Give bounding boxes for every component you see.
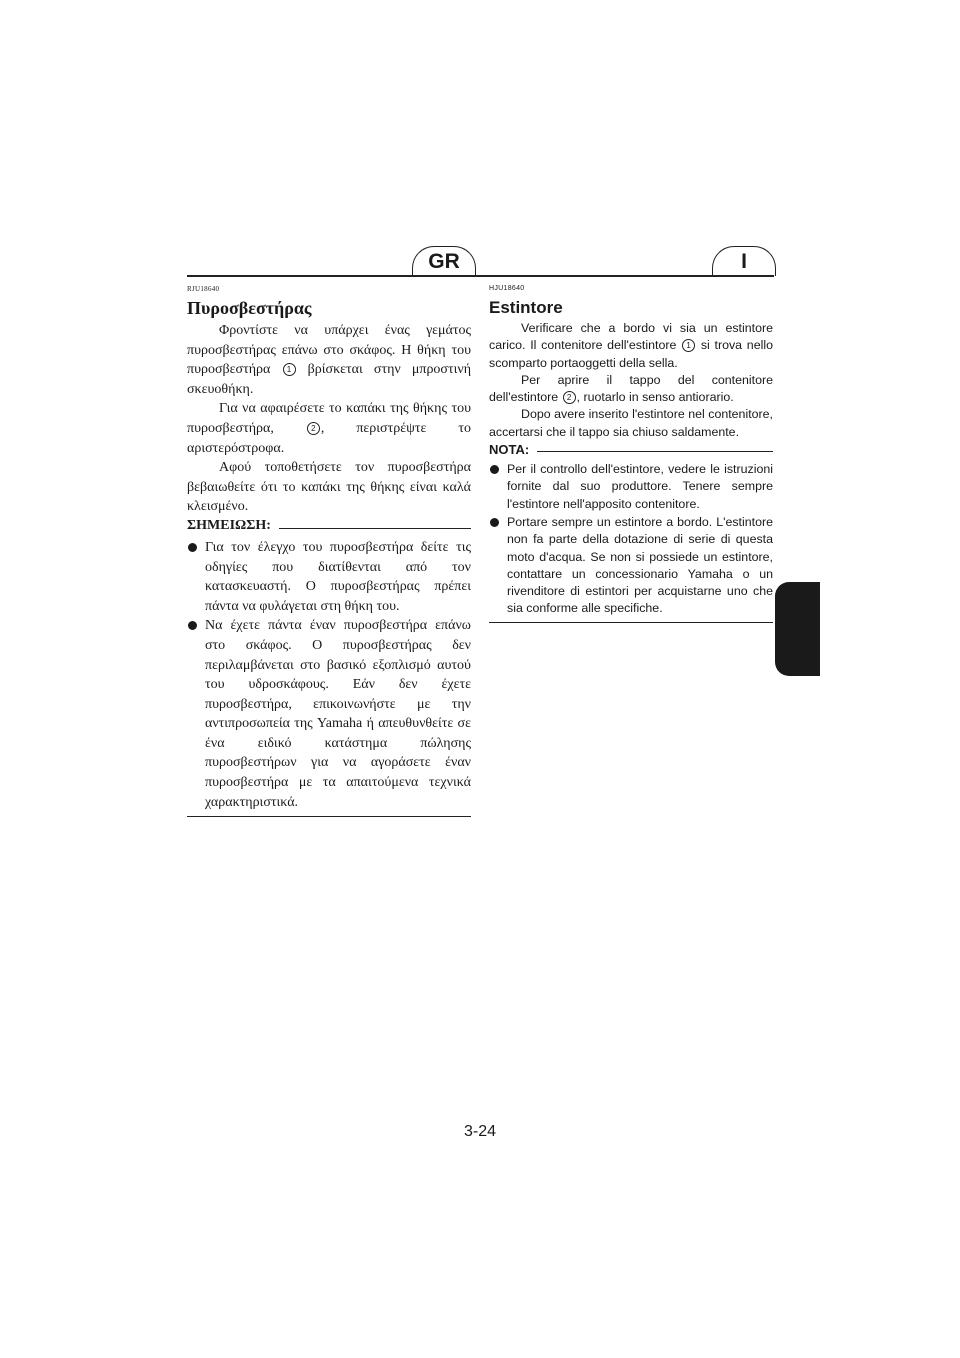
paragraph: Αφού τοποθετήσετε τον πυροσβεστήρα βεβαιωθείτε ότι το καπάκι της θήκης είναι καλά κλεισμένο. bbox=[187, 460, 471, 515]
callout-2-icon: 2 bbox=[563, 391, 576, 404]
note-rule bbox=[279, 528, 471, 529]
bullet-icon bbox=[188, 543, 197, 552]
note-end-rule bbox=[187, 816, 471, 817]
section-code: HJU18640 bbox=[489, 285, 525, 292]
bullet-icon bbox=[490, 465, 499, 474]
paragraph: Για να αφαιρέσετε το καπάκι της θήκης του πυροσβεστήρα, 2 , περιστρέψτε το αριστερόστροφα. bbox=[187, 401, 471, 456]
callout-2-icon: 2 bbox=[307, 422, 320, 435]
section-title: Estintore bbox=[489, 298, 563, 317]
note-list bbox=[187, 538, 471, 812]
note-rule bbox=[537, 451, 773, 452]
bullet-icon bbox=[188, 621, 197, 630]
section-title: Πυροσβεστήρας bbox=[187, 298, 312, 318]
paragraph: Φροντίστε να υπάρχει ένας γεμάτος πυροσβεστήρας επάνω στο σκάφος. Η θήκη του πυροσβεστήρα 1 βρίσκεται στην μπροστινή σκευοθήκη. bbox=[187, 323, 472, 397]
paragraph: Verificare che a bordo vi sia un estintore carico. Il contenitore dell'estintore 1 si trova nello scomparto portaoggetti della sella. bbox=[489, 321, 773, 370]
greek-column bbox=[187, 285, 471, 817]
note-label: ΣΗΜΕΙΩΣΗ: bbox=[187, 517, 271, 533]
note-label: NOTA: bbox=[489, 442, 530, 458]
note-header bbox=[489, 442, 773, 457]
note-header bbox=[187, 518, 471, 534]
callout-1-icon: 1 bbox=[283, 363, 296, 376]
language-badge-gr: GR bbox=[412, 246, 476, 276]
note-list bbox=[489, 461, 773, 618]
header-rule bbox=[187, 275, 774, 277]
list-item: Για τον έλεγχο του πυροσβεστήρα δείτε τις οδηγίες που διατίθενται από τον κατασκευαστή. Ο πυροσβεστήρας πρέπει πάντα να φυλάγεται στη θήκη του. bbox=[187, 538, 471, 616]
paragraph: Dopo avere inserito l'estintore nel contenitore, accertarsi che il tappo sia chiuso saldamente. bbox=[489, 407, 773, 439]
italian-column bbox=[489, 285, 773, 623]
chapter-tab bbox=[775, 582, 820, 676]
bullet-icon bbox=[490, 518, 499, 527]
note-end-rule bbox=[489, 622, 773, 623]
list-item: Per il controllo dell'estintore, vedere le istruzioni fornite dal suo produttore. Tenere sempre l'estintore nell'apposito contenitore. bbox=[489, 461, 773, 513]
section-code: RJU18640 bbox=[187, 285, 220, 293]
callout-1-icon: 1 bbox=[682, 339, 695, 352]
list-item: Να έχετε πάντα έναν πυροσβεστήρα επάνω στο σκάφος. Ο πυροσβεστήρας δεν περιλαμβάνεται στο βασικό εξοπλισμό αυτού του υδροσκάφους. Εάν δεν έχετε πυροσβεστήρα, επικοινωνήστε με την αντιπροσωπεία της Yamaha ή απευθυνθείτε σε ένα ειδικό κατάστημα πώλησης πυροσβεστήρων για να αγοράσετε έναν πυροσβεστήρα με τα απαιτούμενα τεχνικά χαρακτηριστικά. bbox=[187, 616, 471, 812]
paragraph: Per aprire il tappo del contenitore dell'estintore 2 , ruotarlo in senso antiorario. bbox=[489, 372, 773, 405]
language-badge-i: I bbox=[712, 246, 776, 276]
list-item: Portare sempre un estintore a bordo. L'estintore non fa parte della dotazione di serie di questa moto d'acqua. Se non si possiede un estintore, contattare un concessionario Yamaha o un rivenditore di estintori per acquistarne uno che sia conforme alle specifiche. bbox=[489, 514, 773, 618]
page-number: 3-24 bbox=[463, 1123, 497, 1140]
